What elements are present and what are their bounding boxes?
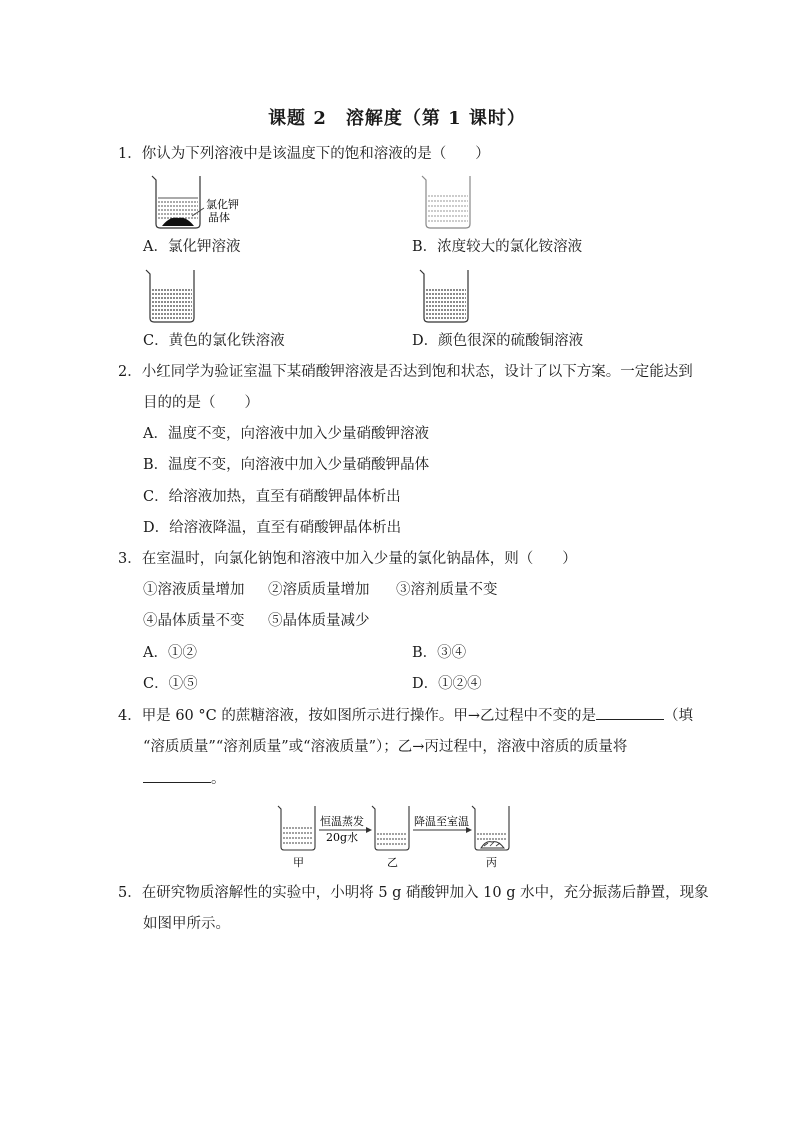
q4-line3 xyxy=(143,768,226,789)
q1-beaker-a-figure xyxy=(148,172,248,232)
q2-option-a: A．温度不变，向溶液中加入少量硝酸钾溶液 xyxy=(143,426,429,442)
q2-stem-line2: 目的的是（ ） xyxy=(143,395,259,411)
q3-option-c: C．①⑤ xyxy=(143,676,198,692)
q4-arrow2-top: 降温至室温 xyxy=(414,815,469,828)
q1-beaker-b-figure xyxy=(418,172,478,232)
q1-option-d: D．颜色很深的硫酸铜溶液 xyxy=(412,333,584,349)
q3-option-a: A．①② xyxy=(143,645,197,661)
q4-process-figure xyxy=(274,800,534,874)
q4-label-yi: 乙 xyxy=(387,856,398,869)
q3-item-4: ④晶体质量不变 xyxy=(143,613,245,629)
q3-item-1: ①溶液质量增加 xyxy=(143,582,245,598)
q4-arrow1-bottom: 20g水 xyxy=(326,831,359,844)
q2-stem-line1: 2．小红同学为验证室温下某硝酸钾溶液是否达到饱和状态，设计了以下方案。一定能达到 xyxy=(118,364,693,380)
q1-beaker-d-figure xyxy=(416,266,476,326)
q3-item-2: ②溶质质量增加 xyxy=(268,582,370,598)
q4-line3-after: 。 xyxy=(211,771,226,787)
q5-line2: 如图甲所示。 xyxy=(143,916,230,932)
q3-option-d: D．①②④ xyxy=(412,676,482,692)
q4-line2: “溶质质量”“溶剂质量”或“溶液质量”）；乙→丙过程中，溶液中溶质的质量将 xyxy=(143,739,628,755)
q1-figure-label-line1: 氯化钾 xyxy=(206,198,239,211)
q5-line1: 5．在研究物质溶解性的实验中，小明将 5 g 硝酸钾加入 10 g 水中，充分振荡后静置，现象 xyxy=(118,885,709,901)
q4-line1-after: （填 xyxy=(664,708,693,724)
q3-item-5: ⑤晶体质量减少 xyxy=(268,613,370,629)
q1-figure-label-line2: 晶体 xyxy=(208,211,230,224)
q1-option-b: B．浓度较大的氯化铵溶液 xyxy=(412,239,583,255)
q1-option-c: C．黄色的氯化铁溶液 xyxy=(143,333,285,349)
q4-blank-1[interactable] xyxy=(596,705,664,720)
q3-item-3: ③溶剂质量不变 xyxy=(396,582,498,598)
q4-blank-2[interactable] xyxy=(143,768,211,783)
q1-stem: 1．你认为下列溶液中是该温度下的饱和溶液的是（ ） xyxy=(118,146,490,162)
q2-option-b: B．温度不变，向溶液中加入少量硝酸钾晶体 xyxy=(143,457,430,473)
q2-option-c: C．给溶液加热，直至有硝酸钾晶体析出 xyxy=(143,489,401,505)
q3-stem: 3．在室温时，向氯化钠饱和溶液中加入少量的氯化钠晶体，则（ ） xyxy=(118,551,577,567)
q4-beaker-bing xyxy=(472,806,509,850)
q4-beaker-jia xyxy=(278,806,315,850)
q1-option-a: A．氯化钾溶液 xyxy=(143,239,241,255)
q4-arrow1-top: 恒温蒸发 xyxy=(320,815,364,828)
q4-label-jia: 甲 xyxy=(293,856,304,869)
q4-line1-before: 4．甲是 60 °C 的蔗糖溶液，按如图所示进行操作。甲→乙过程中不变的是 xyxy=(118,708,596,724)
q3-option-b: B．③④ xyxy=(412,645,467,661)
q2-option-d: D．给溶液降温，直至有硝酸钾晶体析出 xyxy=(143,520,402,536)
q4-beaker-yi xyxy=(372,806,409,850)
q1-beaker-c-figure xyxy=(142,266,202,326)
page-title: 课题 2 溶解度（第 1 课时） xyxy=(268,108,526,129)
q4-line1 xyxy=(118,705,693,726)
q4-label-bing: 丙 xyxy=(486,856,497,869)
